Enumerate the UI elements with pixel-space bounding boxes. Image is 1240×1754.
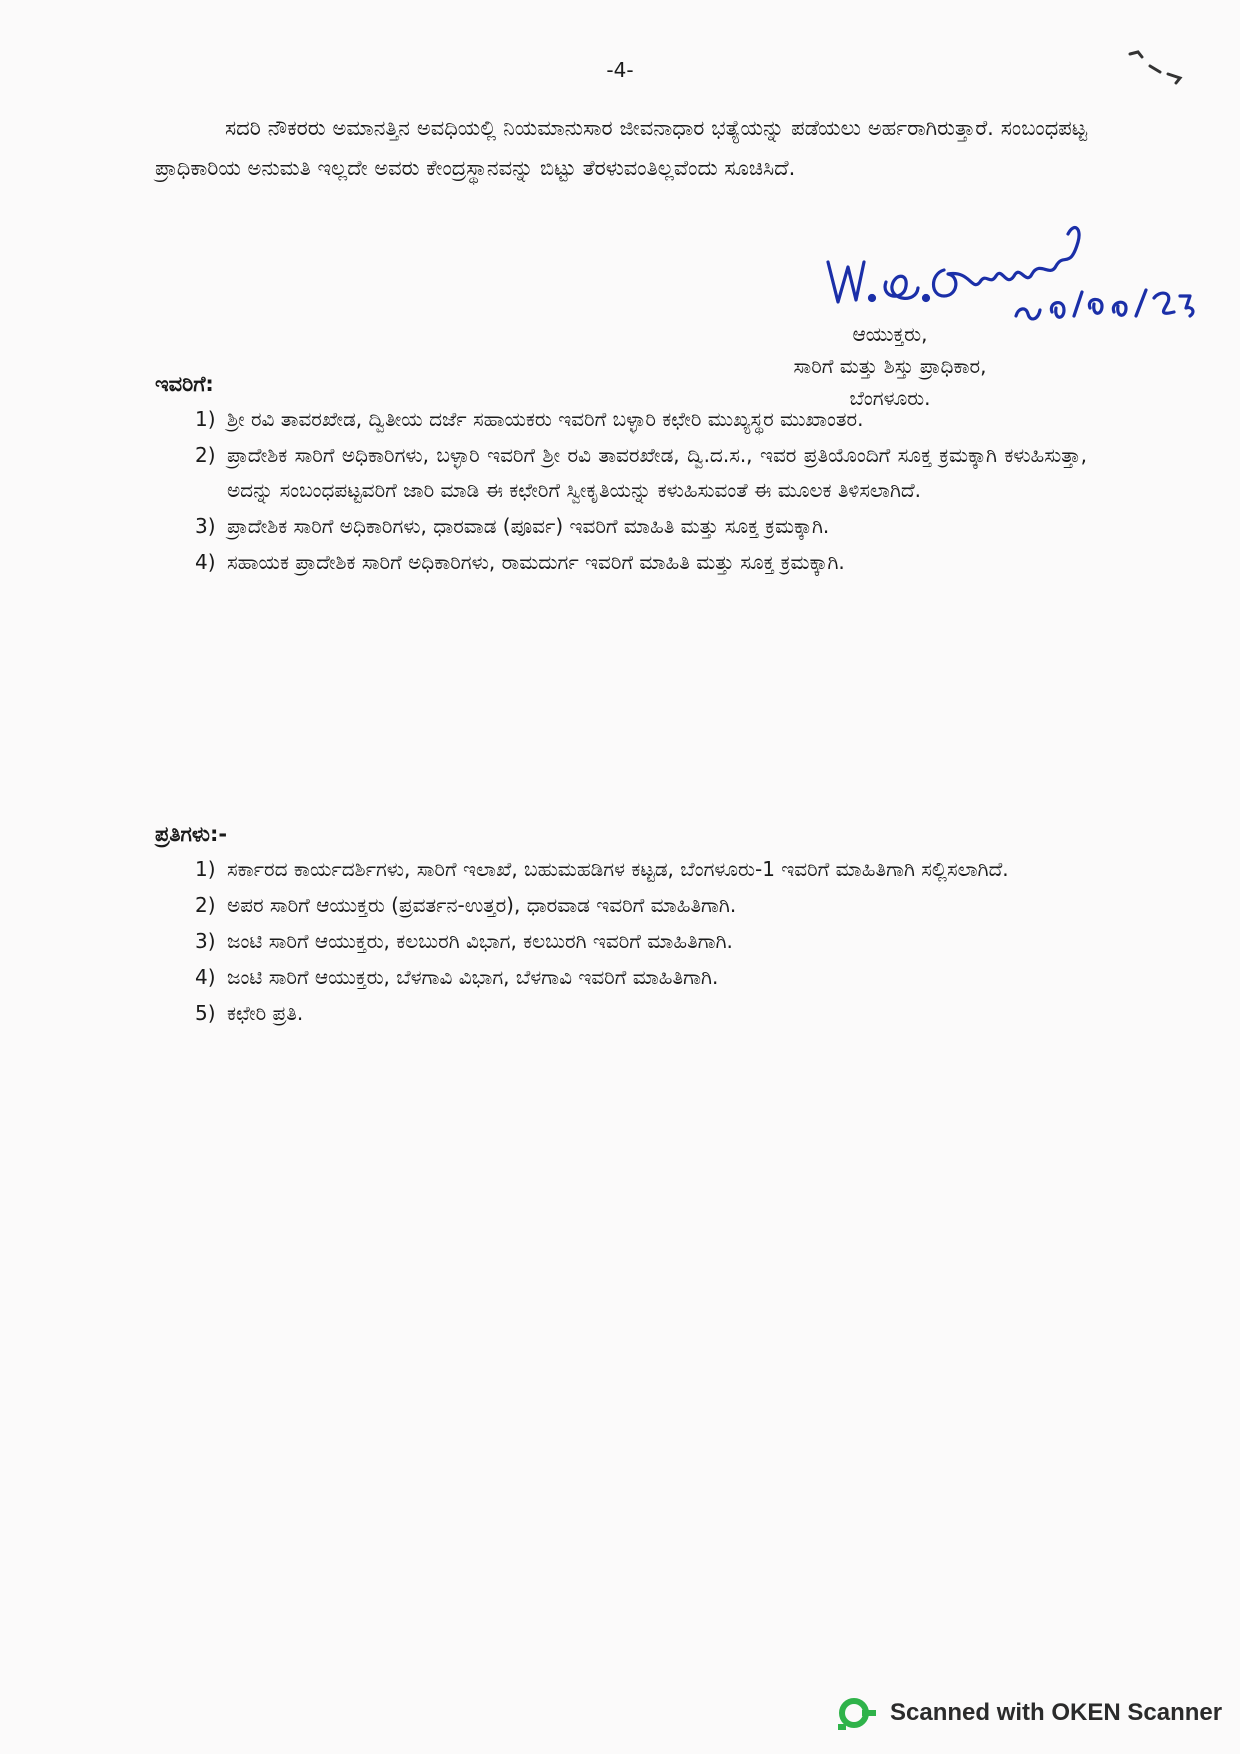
body-paragraph: ಸದರಿ ನೌಕರರು ಅಮಾನತ್ತಿನ ಅವಧಿಯಲ್ಲಿ ನಿಯಮಾನುಸಾರ ಜೀವನಾಧಾರ ಭತ್ಯೆಯನ್ನು ಪಡೆಯಲು ಅರ್ಹರಾಗಿರುತ್ತಾರೆ. ಸಂಬಂಧಪಟ್ಟ ಪ್ರಾಧಿಕಾರಿಯ ಅನುಮತಿ ಇಲ್ಲದೇ ಅವರು ಕೇಂದ್ರಸ್ಥಾನವನ್ನು ಬಿಟ್ಟು ತೆರಳುವಂತಿಲ್ಲವೆಂದು ಸೂಚಿಸಿದೆ. xyxy=(155,116,1087,180)
to-list xyxy=(155,402,1087,581)
list-item xyxy=(155,996,1087,1031)
signature xyxy=(820,212,1200,322)
page-number: -4- xyxy=(606,58,634,82)
to-heading: ಇವರಿಗೆ: xyxy=(155,372,214,396)
scanner-watermark xyxy=(838,1696,1222,1730)
list-item xyxy=(155,438,1087,508)
item-number: 2) xyxy=(195,893,216,917)
item-number: 3) xyxy=(195,514,216,538)
list-item xyxy=(155,960,1087,995)
list-item xyxy=(155,852,1087,887)
item-text: ಕಛೇರಿ ಪ್ರತಿ. xyxy=(227,1001,304,1025)
item-number: 3) xyxy=(195,929,216,953)
item-number: 1) xyxy=(195,857,216,881)
list-item xyxy=(155,402,1087,437)
designation-title: ಆಯುಕ್ತರು, xyxy=(852,322,928,346)
corner-pen-mark xyxy=(1128,48,1188,88)
item-text: ಪ್ರಾದೇಶಿಕ ಸಾರಿಗೆ ಅಧಿಕಾರಿಗಳು, ಬಳ್ಳಾರಿ ಇವರಿಗೆ ಶ್ರೀ ರವಿ ತಾವರಖೇಡ, ದ್ವಿ.ದ.ಸ., ಇವರ ಪ್ರತಿಯೊಂದಿಗೆ ಸೂಕ್ತ ಕ್ರಮಕ್ಕಾಗಿ ಕಳುಹಿಸುತ್ತಾ, ಅದನ್ನು ಸಂಬಂಧಪಟ್ಟವರಿಗೆ ಜಾರಿ ಮಾಡಿ ಈ ಕಛೇರಿಗೆ ಸ್ವೀಕೃತಿಯನ್ನು ಕಳುಹಿಸುವಂತೆ ಈ ಮೂಲಕ ತಿಳಿಸಲಾಗಿದೆ. xyxy=(227,443,1087,502)
designation-place: ಬೆಂಗಳೂರು. xyxy=(849,386,931,410)
item-text: ಪ್ರಾದೇಶಿಕ ಸಾರಿಗೆ ಅಧಿಕಾರಿಗಳು, ಧಾರವಾಡ (ಪೂರ್ವ) ಇವರಿಗೆ ಮಾಹಿತಿ ಮತ್ತು ಸೂಕ್ತ ಕ್ರಮಕ್ಕಾಗಿ. xyxy=(227,514,830,538)
designation-authority: ಸಾರಿಗೆ ಮತ್ತು ಶಿಸ್ತು ಪ್ರಾಧಿಕಾರ, xyxy=(793,354,987,378)
list-item xyxy=(155,924,1087,959)
item-number: 4) xyxy=(195,965,216,989)
list-item xyxy=(155,545,1087,580)
list-item xyxy=(155,509,1087,544)
signatory-designation xyxy=(700,318,1080,414)
oken-scanner-logo-icon xyxy=(838,1696,878,1730)
item-number: 1) xyxy=(195,407,216,431)
copies-list xyxy=(155,852,1087,1032)
copies-heading: ಪ್ರತಿಗಳು:- xyxy=(155,822,228,846)
scanner-text: Scanned with OKEN Scanner xyxy=(890,1699,1223,1726)
item-number: 2) xyxy=(195,443,216,467)
item-number: 5) xyxy=(195,1001,216,1025)
item-text: ಸಹಾಯಕ ಪ್ರಾದೇಶಿಕ ಸಾರಿಗೆ ಅಧಿಕಾರಿಗಳು, ರಾಮದುರ್ಗ ಇವರಿಗೆ ಮಾಹಿತಿ ಮತ್ತು ಸೂಕ್ತ ಕ್ರಮಕ್ಕಾಗಿ. xyxy=(227,550,845,574)
item-text: ಜಂಟಿ ಸಾರಿಗೆ ಆಯುಕ್ತರು, ಬೆಳಗಾವಿ ವಿಭಾಗ, ಬೆಳಗಾವಿ ಇವರಿಗೆ ಮಾಹಿತಿಗಾಗಿ. xyxy=(227,965,719,989)
item-text: ಶ್ರೀ ರವಿ ತಾವರಖೇಡ, ದ್ವಿತೀಯ ದರ್ಜೆ ಸಹಾಯಕರು ಇವರಿಗೆ ಬಳ್ಳಾರಿ ಕಛೇರಿ ಮುಖ್ಯಸ್ಥರ ಮುಖಾಂತರ. xyxy=(227,407,864,431)
item-text: ಅಪರ ಸಾರಿಗೆ ಆಯುಕ್ತರು (ಪ್ರವರ್ತನ-ಉತ್ತರ), ಧಾರವಾಡ ಇವರಿಗೆ ಮಾಹಿತಿಗಾಗಿ. xyxy=(227,893,737,917)
item-text: ಸರ್ಕಾರದ ಕಾರ್ಯದರ್ಶಿಗಳು, ಸಾರಿಗೆ ಇಲಾಖೆ, ಬಹುಮಹಡಿಗಳ ಕಟ್ಟಡ, ಬೆಂಗಳೂರು-1 ಇವರಿಗೆ ಮಾಹಿತಿಗಾಗಿ ಸಲ್ಲಿಸಲಾಗಿದೆ. xyxy=(227,857,1009,881)
item-number: 4) xyxy=(195,550,216,574)
item-text: ಜಂಟಿ ಸಾರಿಗೆ ಆಯುಕ್ತರು, ಕಲಬುರಗಿ ವಿಭಾಗ, ಕಲಬುರಗಿ ಇವರಿಗೆ ಮಾಹಿತಿಗಾಗಿ. xyxy=(227,929,733,953)
list-item xyxy=(155,888,1087,923)
